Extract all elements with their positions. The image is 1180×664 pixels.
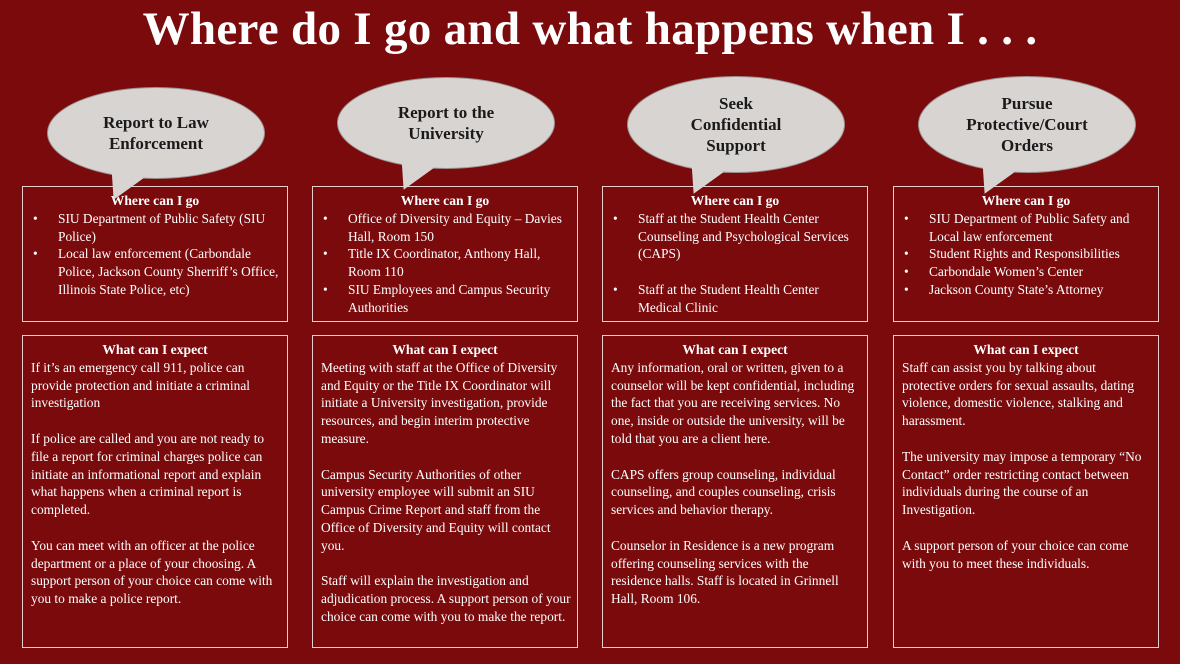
paragraph: A support person of your choice can come with you to meet these individuals. — [902, 537, 1129, 571]
list-item: • Jackson County State’s Attorney — [894, 281, 1152, 299]
paragraph: Meeting with staff at the Office of Diversity and Equity or the Title IX Coordinator will initiate a University investigation, provide resources, and begin interim protective measure. — [321, 359, 558, 446]
where-box-university — [312, 186, 578, 322]
paragraph: Campus Security Authorities of other university employee will submit an SIU Campus Crime Report and staff from the Office of Diversity and Equity will contact you. — [321, 466, 551, 553]
paragraph: Any information, oral or written, given to a counselor will be kept confidential, including the fact that you are receiving services. No one, inside or outside the university, will be told that you are a client here. — [611, 359, 855, 446]
where-box-confidential-support — [602, 186, 868, 322]
expect-box-university — [312, 335, 578, 648]
bubble-label: Seek Confidential Support — [690, 94, 782, 155]
paragraph: CAPS offers group counseling, individual counseling, and couples counseling, crisis services and behavior therapy. — [611, 466, 836, 518]
bubble-label: Report to the University — [397, 103, 495, 143]
expect-box-law-enforcement — [22, 335, 288, 648]
paragraph: The university may impose a temporary “No Contact” order restricting contact between individuals during the course of an Investigation. — [902, 448, 1142, 518]
bubble-label: Pursue Protective/Court Orders — [966, 94, 1088, 155]
where-box-protective-orders — [893, 186, 1159, 322]
list-item: • SIU Department of Public Safety and Local law enforcement — [894, 210, 1152, 246]
paragraph: If it’s an emergency call 911, police can provide protection and initiate a criminal investigation — [31, 359, 251, 411]
list-item: • Staff at the Student Health Center Medical Clinic — [603, 281, 861, 317]
list-item: • Student Rights and Responsibilities — [894, 245, 1152, 263]
expect-heading: What can I expect — [682, 342, 788, 357]
speech-bubble-law-enforcement — [47, 87, 265, 179]
list-item: • Office of Diversity and Equity – Davies Hall, Room 150 — [313, 210, 571, 246]
paragraph: You can meet with an officer at the police department or a place of your choosing. A support person of your choice can come with you to make a police report. — [31, 537, 273, 607]
list-item: • Local law enforcement (Carbondale Police, Jackson County Sherriff’s Office, Illinois State Police, etc) — [23, 245, 281, 298]
list-item: • SIU Employees and Campus Security Authorities — [313, 281, 571, 317]
bubble-label: Report to Law Enforcement — [103, 113, 209, 153]
where-heading: Where can I go — [400, 193, 490, 208]
speech-bubble-confidential-support — [627, 76, 845, 173]
expect-heading: What can I expect — [102, 342, 208, 357]
paragraph: If police are called and you are not ready to file a report for criminal charges police can initiate an informational report and explain what happens when a criminal report is completed. — [31, 430, 265, 518]
where-list — [603, 210, 867, 317]
paragraph: Staff will explain the investigation and adjudication process. A support person of your choice can come with you to make the report. — [321, 573, 571, 624]
list-item: • Title IX Coordinator, Anthony Hall, Room 110 — [313, 245, 571, 281]
where-heading: Where can I go — [981, 193, 1071, 208]
where-list — [23, 210, 287, 299]
list-item: • Staff at the Student Health Center Counseling and Psychological Services (CAPS) — [603, 210, 861, 263]
expect-box-protective-orders — [893, 335, 1159, 648]
where-heading: Where can I go — [690, 193, 780, 208]
paragraph: Counselor in Residence is a new program offering counseling services with the residence halls. Staff is located in Grinnell Hall, Room 106. — [611, 537, 839, 607]
expect-heading: What can I expect — [392, 342, 498, 357]
expect-box-confidential-support — [602, 335, 868, 648]
speech-bubble-university — [337, 77, 555, 169]
where-list — [894, 210, 1158, 299]
where-box-law-enforcement — [22, 186, 288, 322]
speech-bubble-protective-orders — [918, 76, 1136, 173]
paragraph: Staff can assist you by talking about protective orders for sexual assaults, dating violence, domestic violence, stalking and harassment. — [902, 359, 1135, 429]
where-heading: Where can I go — [110, 193, 200, 208]
list-item: • SIU Department of Public Safety (SIU Police) — [23, 210, 281, 246]
list-item: • Carbondale Women’s Center — [894, 263, 1152, 281]
where-list — [313, 210, 577, 317]
page-title: Where do I go and what happens when I . . . — [142, 3, 1038, 55]
expect-heading: What can I expect — [973, 342, 1079, 357]
